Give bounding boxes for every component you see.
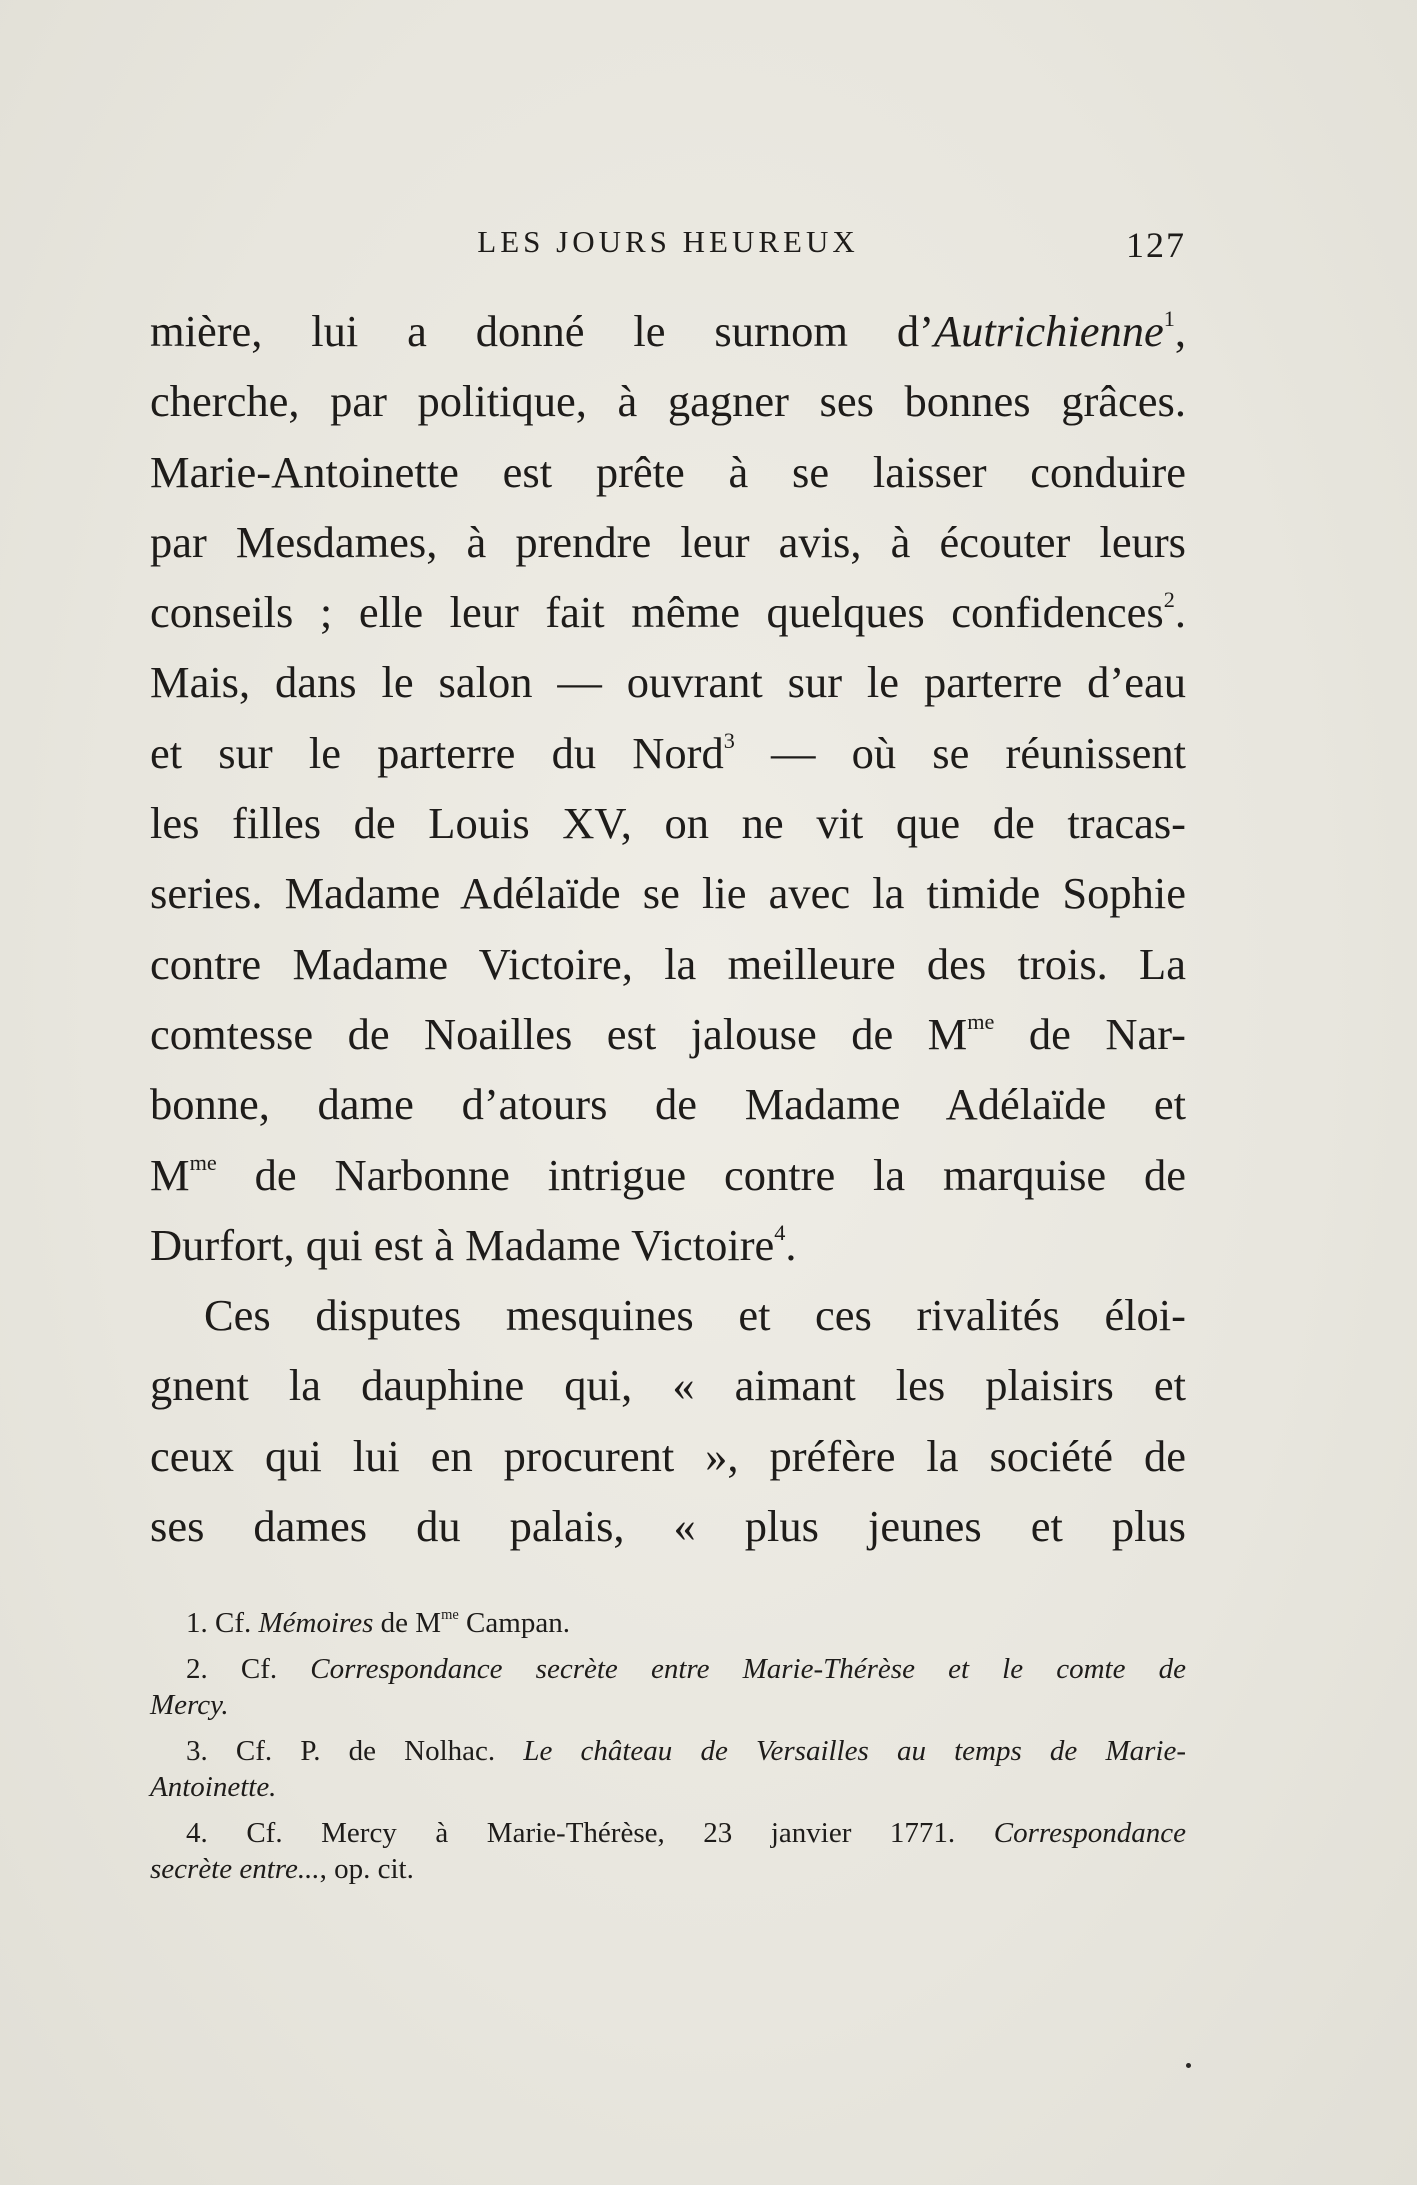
body-line bbox=[150, 366, 1186, 436]
running-head bbox=[150, 224, 1186, 272]
text-run: cherche, par politique, à gagner ses bonnes grâces. bbox=[150, 376, 1186, 427]
text-run: . bbox=[1174, 587, 1186, 638]
text-run: mière, lui a donné le surnom d’ bbox=[150, 306, 934, 356]
body-text bbox=[150, 296, 1186, 1561]
italic-text: Mémoires bbox=[258, 1607, 374, 1639]
body-line bbox=[150, 999, 1186, 1069]
body-line bbox=[150, 647, 1186, 717]
text-run: et sur le parterre du Nord bbox=[150, 727, 724, 778]
note-reference: 1 bbox=[1163, 305, 1175, 331]
text-run: 3. Cf. P. de Nolhac. bbox=[186, 1735, 524, 1767]
footnote-spacer bbox=[150, 1723, 1186, 1733]
italic-text: Antoinette. bbox=[150, 1771, 277, 1803]
text-run: 2. Cf. bbox=[186, 1653, 311, 1685]
footnote-line bbox=[150, 1605, 1186, 1641]
text-run: 4. Cf. Mercy à Marie-Thérèse, 23 janvier 1771. bbox=[186, 1817, 994, 1849]
note-reference: 4 bbox=[774, 1219, 786, 1245]
text-run: par Mesdames, à prendre leur avis, à écouter leurs bbox=[150, 516, 1186, 567]
note-reference: 3 bbox=[723, 727, 735, 753]
text-run: bonne, dame d’atours de Madame Adélaïde et bbox=[150, 1079, 1186, 1130]
footnotes bbox=[150, 1605, 1186, 1887]
italic-text: Correspondance bbox=[993, 1817, 1186, 1849]
text-run: Ces disputes mesquines et ces rivalités éloi- bbox=[204, 1290, 1186, 1341]
text-run: de M bbox=[373, 1607, 442, 1639]
text-run: les filles de Louis XV, on ne vit que de tracas- bbox=[150, 798, 1186, 849]
ink-speck bbox=[1186, 2063, 1191, 2068]
body-line bbox=[150, 1350, 1186, 1420]
running-title: LES JOURS HEUREUX bbox=[477, 224, 859, 259]
text-run: Durfort, qui est à Madame Victoire bbox=[150, 1219, 775, 1270]
text-run: de Narbonne intrigue contre la marquise de bbox=[216, 1149, 1186, 1200]
text-run: , bbox=[1174, 306, 1186, 356]
body-line bbox=[150, 1280, 1186, 1350]
footnote-line bbox=[150, 1733, 1186, 1769]
text-run: M bbox=[150, 1149, 190, 1200]
footnote-spacer bbox=[150, 1805, 1186, 1815]
text-run: comtesse de Noailles est jalouse de M bbox=[150, 1008, 968, 1059]
footnote-line bbox=[150, 1815, 1186, 1851]
italic-text: Autrichienne bbox=[933, 306, 1164, 356]
text-run: contre Madame Victoire, la meilleure des trois. La bbox=[150, 938, 1186, 989]
text-run: ses dames du palais, « plus jeunes et plus bbox=[150, 1501, 1186, 1552]
text-run: de Nar- bbox=[994, 1008, 1186, 1059]
page-number: 127 bbox=[1126, 225, 1186, 265]
body-line bbox=[150, 1140, 1186, 1210]
body-line bbox=[150, 1210, 1186, 1280]
text-run: Mais, dans le salon — ouvrant sur le parterre d’eau bbox=[150, 657, 1186, 708]
note-reference: me bbox=[189, 1149, 217, 1175]
body-line bbox=[150, 437, 1186, 507]
footnote-spacer bbox=[150, 1641, 1186, 1651]
body-line bbox=[150, 929, 1186, 999]
footnote-line bbox=[150, 1769, 1186, 1805]
text-run: 1. Cf. bbox=[186, 1607, 259, 1639]
body-line bbox=[150, 788, 1186, 858]
footnote-line bbox=[150, 1651, 1186, 1687]
note-reference: me bbox=[967, 1008, 995, 1034]
body-line bbox=[150, 507, 1186, 577]
body-line bbox=[150, 1421, 1186, 1491]
italic-text: Le château de Versailles au temps de Marie- bbox=[523, 1735, 1186, 1767]
text-run: . bbox=[785, 1219, 797, 1270]
text-run: ceux qui lui en procurent », préfère la société de bbox=[150, 1430, 1186, 1481]
text-run: — où se réunissent bbox=[734, 727, 1186, 778]
footnote-line bbox=[150, 1851, 1186, 1887]
footnote-line bbox=[150, 1687, 1186, 1723]
note-reference: me bbox=[441, 1606, 459, 1623]
body-line bbox=[150, 296, 1186, 366]
body-line bbox=[150, 858, 1186, 928]
body-line bbox=[150, 718, 1186, 788]
body-line bbox=[150, 1491, 1186, 1561]
body-line bbox=[150, 1069, 1186, 1139]
text-run: , op. cit. bbox=[319, 1853, 414, 1885]
text-run: gnent la dauphine qui, « aimant les plaisirs et bbox=[150, 1360, 1186, 1411]
note-reference: 2 bbox=[1163, 587, 1175, 613]
body-line bbox=[150, 577, 1186, 647]
italic-text: secrète entre... bbox=[150, 1853, 320, 1885]
text-run: Campan. bbox=[458, 1607, 570, 1639]
italic-text: Mercy. bbox=[150, 1689, 229, 1721]
text-run: conseils ; elle leur fait même quelques confidences bbox=[150, 587, 1164, 638]
text-run: Marie-Antoinette est prête à se laisser conduire bbox=[150, 446, 1186, 497]
text-run: series. Madame Adélaïde se lie avec la timide Sophie bbox=[150, 868, 1186, 919]
italic-text: Correspondance secrète entre Marie-Thérèse et le comte de bbox=[310, 1653, 1186, 1685]
